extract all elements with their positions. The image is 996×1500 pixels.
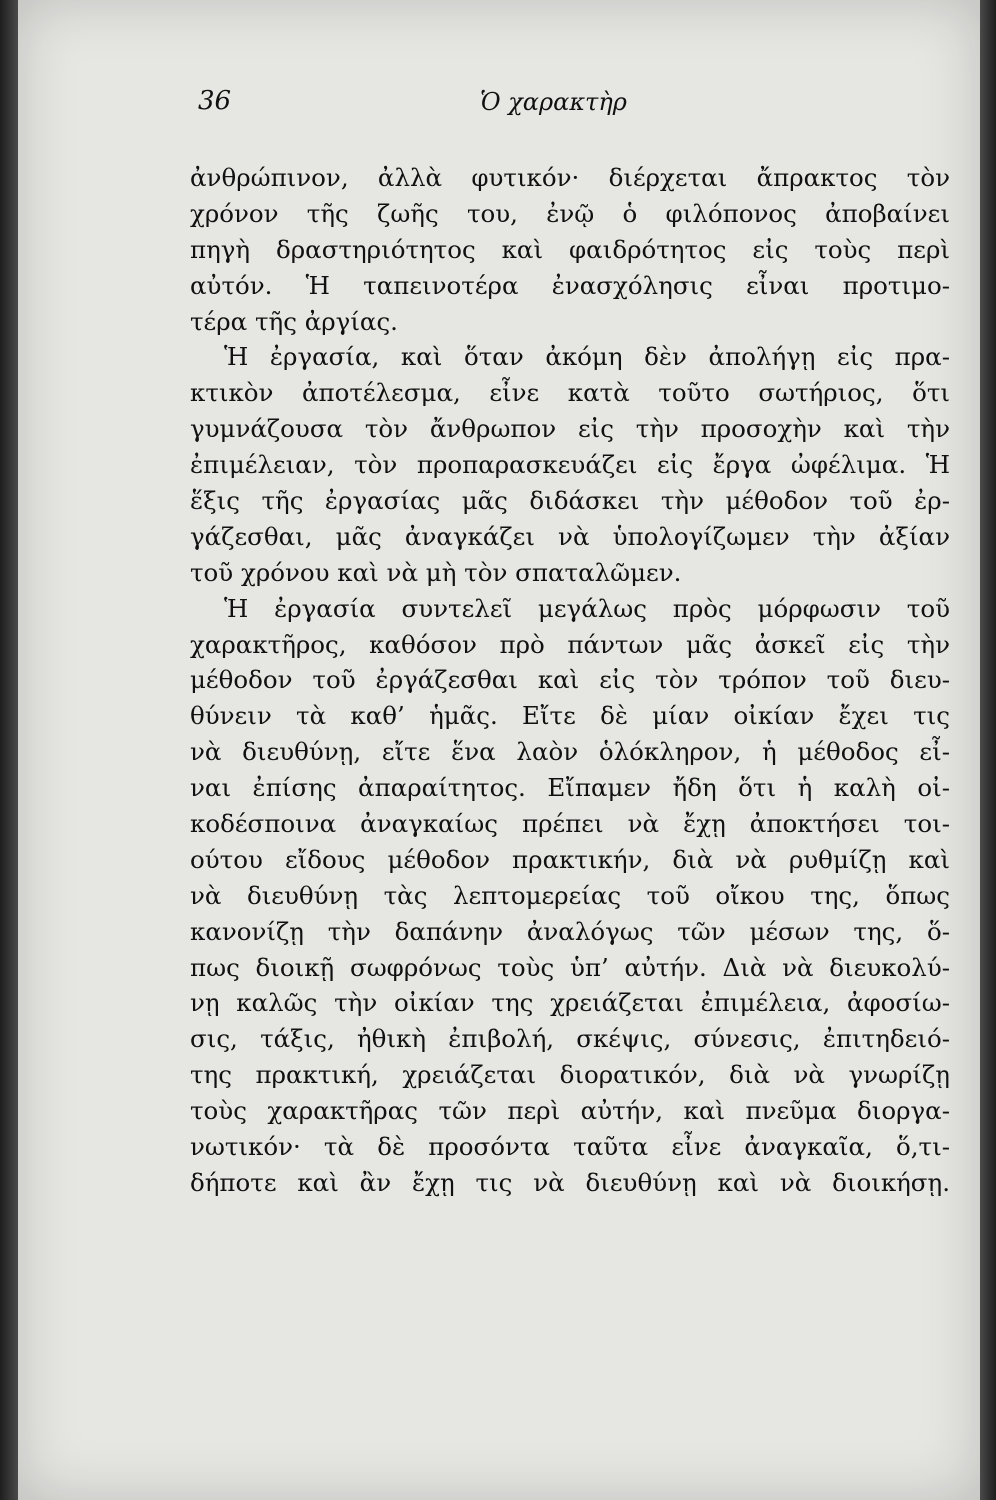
running-title: Ὁ χαρακτὴρ — [480, 88, 627, 116]
text-line: πως διοικῇ σωφρόνως τοὺς ὑπ’ αὐτήν. Διὰ νὰ διευκολύ- — [190, 952, 950, 982]
text-line: αὐτόν. Ἡ ταπεινοτέρα ἐνασχόλησις εἶναι προτιμο- — [190, 270, 950, 300]
page-number: 36 — [198, 86, 232, 116]
text-line: της πρακτική, χρειάζεται διορατικόν, διὰ νὰ γνωρίζῃ — [190, 1060, 950, 1090]
text-line: κτικὸν ἀποτέλεσμα, εἶνε κατὰ τοῦτο σωτήριος, ὅτι — [190, 378, 950, 408]
body-text — [190, 160, 950, 1201]
text-line: θύνειν τὰ καθ’ ἡμᾶς. Εἴτε δὲ μίαν οἰκίαν ἔχει τις — [190, 701, 950, 731]
scan-edge-right — [980, 0, 996, 1500]
text-line: τοῦ χρόνου καὶ νὰ μὴ τὸν σπαταλῶμεν. — [190, 557, 682, 587]
text-line: ἀνθρώπινον, ἀλλὰ φυτικόν· διέρχεται ἄπρακτος τὸν — [190, 163, 950, 192]
text-line: δήποτε καὶ ἂν ἔχῃ τις νὰ διευθύνῃ καὶ νὰ διοικήσῃ. — [190, 1167, 950, 1197]
text-line: σις, τάξις, ἠθικὴ ἐπιβολή, σκέψις, σύνεσις, ἐπιτηδειό- — [190, 1024, 950, 1054]
text-line: κοδέσποινα ἀναγκαίως πρέπει νὰ ἔχῃ ἀποκτήσει τοι- — [190, 809, 950, 839]
text-line: νὰ διευθύνῃ τὰς λεπτομερείας τοῦ οἴκου της, ὅπως — [190, 880, 950, 910]
text-line: τέρα τῆς ἀργίας. — [190, 306, 398, 336]
text-line: ούτου εἴδους μέθοδον πρακτικήν, διὰ νὰ ρυθμίζῃ καὶ — [190, 844, 950, 874]
text-line: πηγὴ δραστηριότητος καὶ φαιδρότητος εἰς τοὺς περὶ — [190, 234, 950, 264]
text-line: Ἡ ἐργασία, καὶ ὅταν ἀκόμη δὲν ἀπολήγῃ εἰς πρα- — [224, 342, 950, 372]
text-line: γάζεσθαι, μᾶς ἀναγκάζει νὰ ὑπολογίζωμεν τὴν ἀξίαν — [190, 521, 950, 551]
text-line: γυμνάζουσα τὸν ἄνθρωπον εἰς τὴν προσοχὴν καὶ τὴν — [190, 414, 950, 444]
text-line: χρόνον τῆς ζωῆς του, ἐνῷ ὁ φιλόπονος ἀποβαίνει — [190, 198, 950, 228]
text-line: Ἡ ἐργασία συντελεῖ μεγάλως πρὸς μόρφωσιν τοῦ — [224, 593, 950, 623]
text-line: κανονίζῃ τὴν δαπάνην ἀναλόγως τῶν μέσων της, ὅ- — [190, 916, 950, 946]
text-line: μέθοδον τοῦ ἐργάζεσθαι καὶ εἰς τὸν τρόπον τοῦ διευ- — [190, 665, 950, 695]
text-line: τοὺς χαρακτῆρας τῶν περὶ αὐτήν, καὶ πνεῦμα διοργα- — [190, 1096, 950, 1126]
text-line: χαρακτῆρος, καθόσον πρὸ πάντων μᾶς ἀσκεῖ εἰς τὴν — [190, 629, 950, 659]
text-line: νῃ καλῶς τὴν οἰκίαν της χρειάζεται ἐπιμέλεια, ἀφοσίω- — [190, 988, 950, 1018]
scan-edge-left — [0, 0, 18, 1500]
text-line: νὰ διευθύνῃ, εἴτε ἕνα λαὸν ὁλόκληρον, ἡ μέθοδος εἶ- — [190, 737, 950, 767]
text-line: ναι ἐπίσης ἀπαραίτητος. Εἴπαμεν ἤδη ὅτι ἡ καλὴ οἰ- — [190, 773, 950, 803]
page-header — [18, 86, 980, 126]
text-line: ἐπιμέλειαν, τὸν προπαρασκευάζει εἰς ἔργα ὠφέλιμα. Ἡ — [190, 450, 950, 480]
text-line: νωτικόν· τὰ δὲ προσόντα ταῦτα εἶνε ἀναγκαῖα, ὅ,τι- — [190, 1132, 950, 1162]
text-line: ἕξις τῆς ἐργασίας μᾶς διδάσκει τὴν μέθοδον τοῦ ἐρ- — [190, 486, 950, 516]
book-page — [18, 0, 980, 1500]
